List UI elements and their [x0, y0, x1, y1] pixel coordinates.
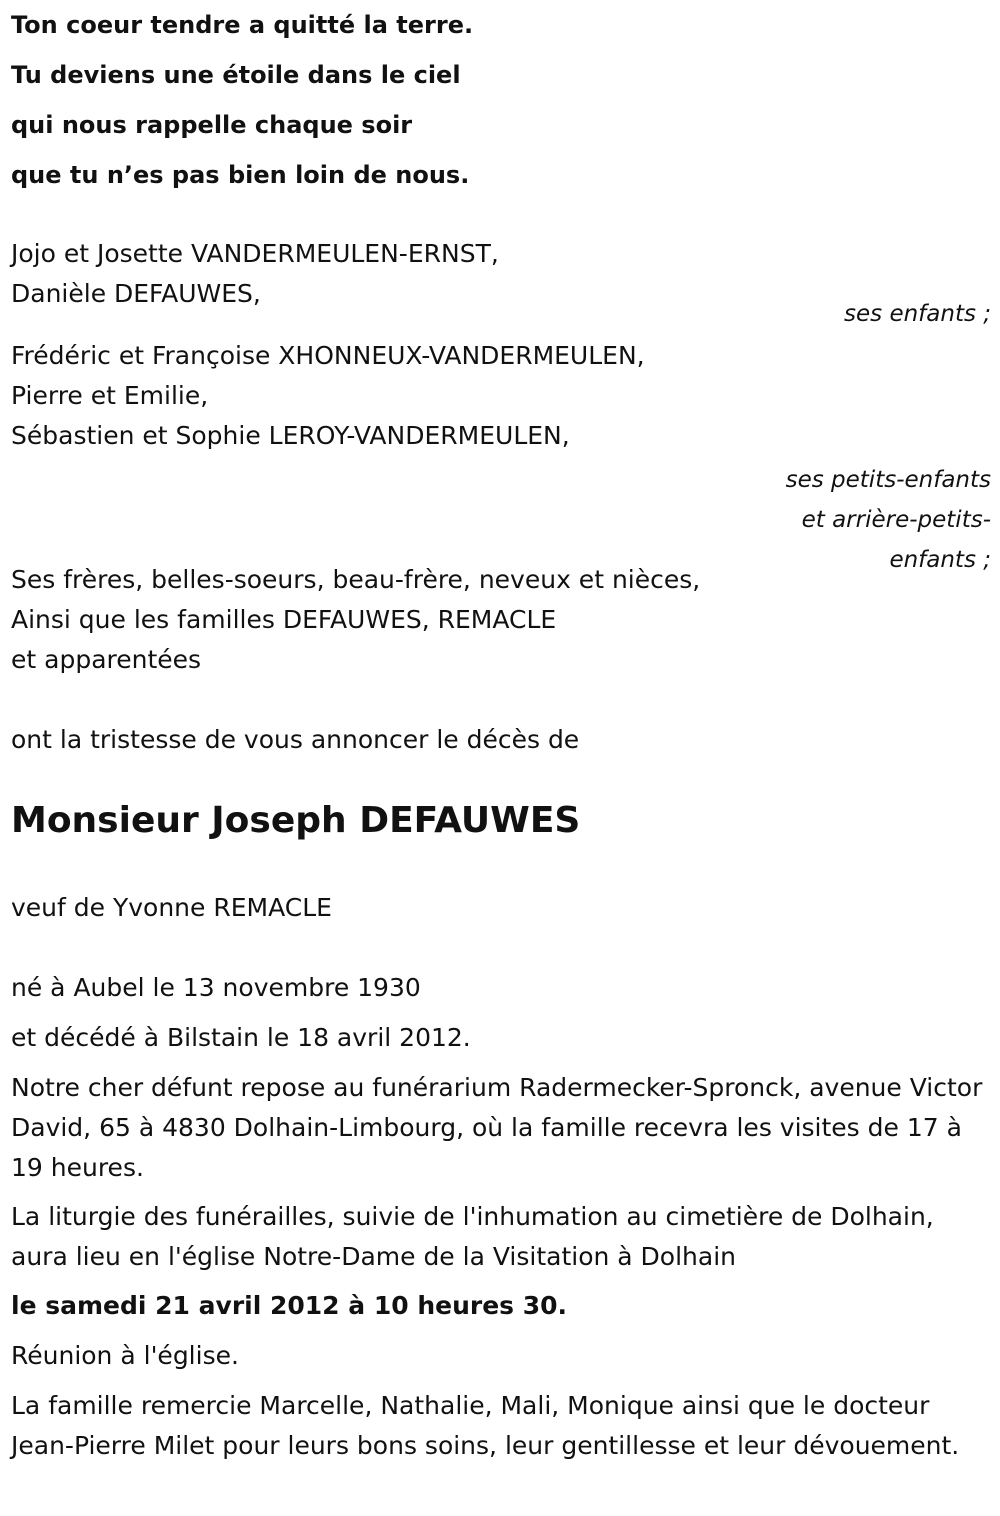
poem-line: Ton coeur tendre a quitté la terre.: [11, 11, 474, 39]
death-line: et décédé à Bilstain le 18 avril 2012.: [11, 1023, 471, 1052]
rest-paragraph: Notre cher défunt repose au funérarium Radermecker-Spronck, avenue Victor David, 65 à 4830 Dolhain-Limbourg, où la famille recevra les visites de 17 à 19 heures.: [11, 1073, 983, 1182]
children-role: ses enfants ;: [844, 301, 991, 327]
grandchild-name: Pierre et Emilie,: [11, 381, 209, 410]
child-name: Jojo et Josette VANDERMEULEN-ERNST,: [11, 239, 499, 268]
thanks-paragraph: La famille remercie Marcelle, Nathalie, Mali, Monique ainsi que le docteur Jean-Pierre Milet pour leurs bons soins, leur gentillesse et leur dévouement.: [11, 1391, 960, 1460]
family-line: Ses frères, belles-soeurs, beau-frère, neveux et nièces,: [11, 565, 701, 594]
family-line: Ainsi que les familles DEFAUWES, REMACLE: [11, 605, 557, 634]
poem-line: que tu n’es pas bien loin de nous.: [11, 161, 470, 189]
grandchildren-role: et arrière-petits-: [801, 507, 991, 533]
poem-line: Tu deviens une étoile dans le ciel: [11, 61, 461, 89]
announcement-text: ont la tristesse de vous annoncer le décès de: [11, 725, 580, 754]
meeting-line: Réunion à l'église.: [11, 1341, 239, 1370]
family-block: [11, 560, 700, 680]
liturgy-paragraph: La liturgie des funérailles, suivie de l'inhumation au cimetière de Dolhain, aura lieu en l'église Notre-Dame de la Visitation à Dolhain: [11, 1202, 934, 1271]
grandchildren-role: enfants ;: [889, 547, 991, 573]
grandchildren-block: [11, 336, 991, 580]
child-name: Danièle DEFAUWES,: [11, 279, 261, 308]
grandchild-name: Frédéric et Françoise XHONNEUX-VANDERMEULEN,: [11, 341, 645, 370]
widower-line: veuf de Yvonne REMACLE: [11, 893, 332, 922]
poem-line: qui nous rappelle chaque soir: [11, 111, 413, 139]
grandchildren-role: ses petits-enfants: [785, 467, 991, 493]
poem: [11, 0, 473, 200]
deceased-name: Monsieur Joseph DEFAUWES: [11, 800, 581, 841]
children-block: [11, 234, 991, 334]
birth-line: né à Aubel le 13 novembre 1930: [11, 973, 421, 1002]
grandchild-name: Sébastien et Sophie LEROY-VANDERMEULEN,: [11, 421, 570, 450]
funeral-date: le samedi 21 avril 2012 à 10 heures 30.: [11, 1291, 568, 1320]
family-line: et apparentées: [11, 645, 202, 674]
